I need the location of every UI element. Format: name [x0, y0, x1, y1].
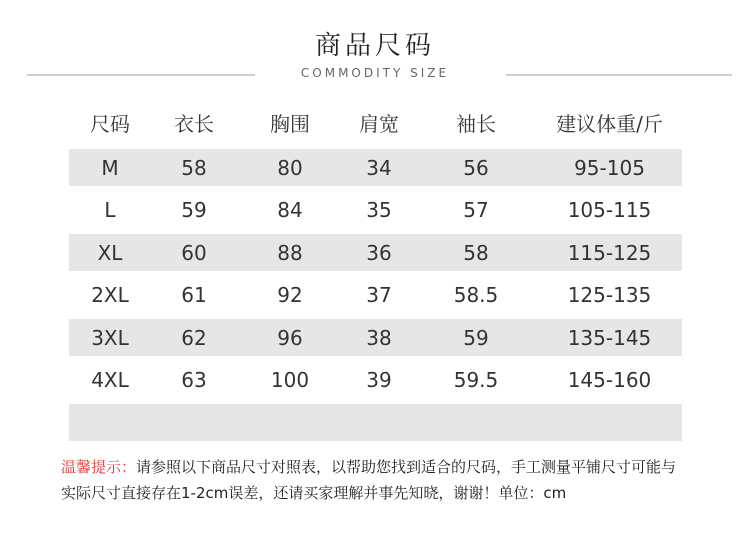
table-header-row: [69, 100, 682, 144]
table-cell: 34: [366, 155, 392, 180]
table-row: [69, 192, 682, 229]
column-header: 胸围: [270, 111, 310, 136]
size-table: [69, 100, 682, 447]
table-cell: 125-135: [567, 283, 652, 307]
table-cell: 95-105: [574, 155, 645, 180]
table-cell: 61: [181, 283, 207, 307]
table-cell: 105-115: [567, 198, 652, 222]
table-cell: 36: [366, 240, 392, 265]
table-cell: 115-125: [567, 240, 652, 265]
table-cell: 59: [463, 325, 489, 350]
column-header: 尺码: [90, 111, 130, 136]
column-header: 袖长: [456, 111, 496, 136]
table-cell: 63: [181, 368, 207, 392]
column-header: 建议体重/斤: [556, 111, 663, 136]
page-subtitle: COMMODITY SIZE: [300, 66, 450, 80]
table-cell: 58: [463, 240, 489, 265]
notice-label: 温馨提示：: [61, 458, 137, 476]
table-row: [69, 277, 682, 314]
table-cell: 37: [366, 283, 392, 307]
table-cell: 84: [277, 198, 303, 222]
table-cell: 92: [277, 283, 303, 307]
table-row: [69, 319, 682, 356]
table-cell: 57: [463, 198, 489, 222]
divider-right: [506, 74, 732, 76]
table-cell: 59: [181, 198, 207, 222]
notice-text: 请参照以下商品尺寸对照表，以帮助您找到适合的尺码，手工测量平铺尺寸可能与实际尺寸直接存在1-2cm误差，还请买家理解并事先知晓，谢谢！单位：cm: [61, 458, 677, 502]
table-cell: 58: [181, 155, 207, 180]
table-cell: 4XL: [91, 368, 129, 392]
table-cell: 96: [277, 325, 303, 350]
table-cell: 100: [270, 368, 310, 392]
column-header: 肩宽: [359, 111, 399, 136]
table-cell: L: [104, 198, 116, 222]
table-row-empty: [69, 404, 682, 441]
table-row: [69, 234, 682, 271]
table-cell: XL: [97, 240, 123, 265]
size-notice: [61, 454, 681, 506]
table-cell: 3XL: [91, 325, 129, 350]
table-cell: 39: [366, 368, 392, 392]
table-cell: 135-145: [567, 325, 652, 350]
table-row: [69, 362, 682, 399]
table-row: [69, 149, 682, 186]
table-cell: 88: [277, 240, 303, 265]
table-cell: 60: [181, 240, 207, 265]
table-cell: 38: [366, 325, 392, 350]
table-cell: 35: [366, 198, 392, 222]
table-cell: 58.5: [453, 283, 499, 307]
table-cell: 80: [277, 155, 303, 180]
page-title: 商品尺码: [314, 31, 435, 61]
table-cell: 145-160: [567, 368, 652, 392]
table-cell: 2XL: [91, 283, 129, 307]
table-cell: 59.5: [453, 368, 499, 392]
table-cell: 62: [181, 325, 207, 350]
table-cell: M: [101, 155, 119, 180]
column-header: 衣长: [174, 111, 214, 136]
table-cell: 56: [463, 155, 489, 180]
